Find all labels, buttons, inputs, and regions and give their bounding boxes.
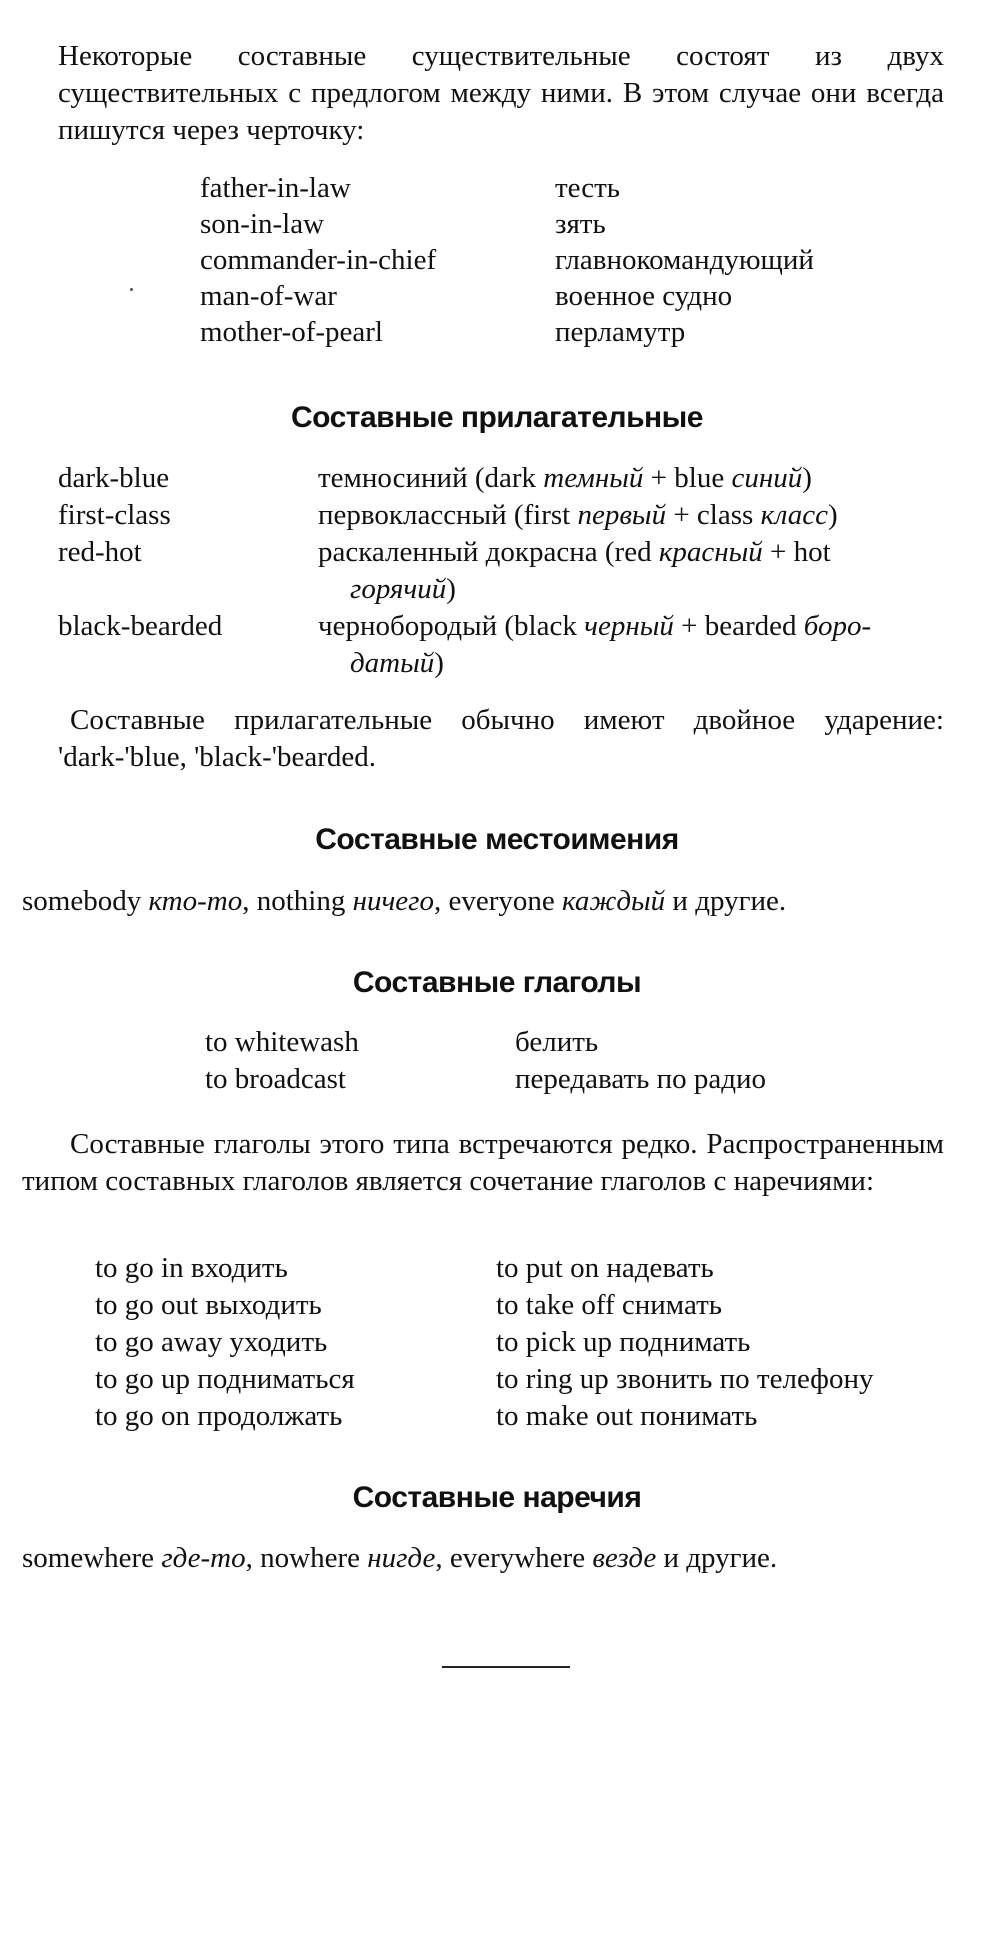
def-text: чернобородый (black — [318, 610, 585, 642]
list-item: to go up подниматься — [95, 1363, 355, 1395]
example-text: , everywhere — [435, 1542, 593, 1574]
term-en: to broadcast — [205, 1063, 346, 1095]
term-definition — [318, 534, 994, 608]
def-italic: датый — [350, 647, 435, 679]
term-ru: белить — [515, 1026, 599, 1058]
term-en: commander-in-chief — [200, 244, 437, 276]
def-italic: горячий — [350, 573, 447, 605]
term-en: red-hot — [58, 536, 142, 568]
term-ru: передавать по радио — [515, 1063, 767, 1095]
example-text: , nothing — [242, 885, 353, 917]
def-italic: черный — [584, 610, 674, 642]
def-text: раскаленный докрасна (red — [318, 536, 659, 568]
adjective-stress-note: Составные прилагательные обычно имеют двойное ударение: — [70, 704, 944, 736]
stress-examples: 'dark-'blue, 'black-'bearded. — [58, 741, 376, 773]
list-item: to go away уходить — [95, 1326, 328, 1358]
section-heading-pronouns: Составные местоимения — [315, 823, 679, 856]
def-italic: темный — [543, 462, 644, 494]
example-translation: ничего — [352, 885, 434, 917]
def-text: ) — [434, 647, 444, 679]
verb-note-paragraph: Составные глаголы этого типа встречаются редко. Распространенным типом составных глаголов является сочетание глаголов с наречиями: — [22, 1128, 944, 1197]
example-text: и другие. — [656, 1542, 778, 1574]
example-translation: нигде — [367, 1542, 436, 1574]
section-heading-verbs: Составные глаголы — [352, 966, 642, 999]
def-italic: класс — [760, 499, 828, 531]
def-continuation — [318, 571, 994, 608]
def-text: + blue — [643, 462, 732, 494]
term-definition — [318, 460, 994, 497]
example-translation: каждый — [562, 885, 666, 917]
def-italic: красный — [658, 536, 763, 568]
term-en: first-class — [58, 499, 171, 531]
def-italic: боро- — [803, 610, 872, 642]
pronoun-examples — [22, 883, 786, 920]
term-ru: перламутр — [555, 316, 686, 348]
section-heading-adjectives: Составные прилагательные — [291, 401, 703, 434]
example-translation: где-то — [161, 1542, 246, 1574]
list-item: to make out понимать — [496, 1400, 758, 1432]
term-definition — [318, 608, 994, 682]
example-text: и другие. — [665, 885, 787, 917]
term-en: to whitewash — [205, 1026, 359, 1058]
term-en: mother-of-pearl — [200, 316, 383, 348]
def-text: + bearded — [673, 610, 804, 642]
term-ru: зять — [555, 208, 606, 240]
def-italic: первый — [577, 499, 667, 531]
list-item: to take off снимать — [496, 1289, 722, 1321]
example-text: somebody — [22, 885, 149, 917]
list-item: to put on надевать — [496, 1252, 714, 1284]
example-text: , nowhere — [245, 1542, 368, 1574]
example-translation: везде — [592, 1542, 657, 1574]
list-item: to go on продолжать — [95, 1400, 343, 1432]
term-en: father-in-law — [200, 172, 351, 204]
term-ru: военное судно — [555, 280, 733, 312]
def-text: ) — [446, 573, 456, 605]
term-en: black-bearded — [58, 610, 223, 642]
example-text: somewhere — [22, 1542, 162, 1574]
list-item: to go in входить — [95, 1252, 288, 1284]
print-speck — [130, 288, 133, 291]
term-en: son-in-law — [200, 208, 325, 240]
def-text: ) — [802, 462, 812, 494]
list-item: to pick up поднимать — [496, 1326, 751, 1358]
def-text: первоклассный (first — [318, 499, 578, 531]
intro-paragraph: Некоторые составные существительные состоят из двух существительных с предлогом между ними. В этом случае они всегда пишутся через черточку: — [58, 40, 944, 146]
def-text: + class — [666, 499, 761, 531]
adverb-examples — [22, 1540, 777, 1577]
def-text: ) — [827, 499, 838, 531]
def-italic: синий — [731, 462, 803, 494]
def-text: темносиний (dark — [318, 462, 544, 494]
section-end-rule — [442, 1666, 570, 1668]
term-ru: главнокомандующий — [555, 244, 814, 276]
list-item: to ring up звонить по телефону — [496, 1363, 874, 1395]
term-en: man-of-war — [200, 280, 337, 312]
term-definition — [318, 497, 994, 534]
def-continuation — [318, 645, 994, 682]
list-item: to go out выходить — [95, 1289, 322, 1321]
example-translation: кто-то — [148, 885, 243, 917]
term-ru: тесть — [555, 172, 621, 204]
example-text: , everyone — [434, 885, 563, 917]
section-heading-adverbs: Составные наречия — [352, 1481, 642, 1514]
term-en: dark-blue — [58, 462, 170, 494]
def-text: + hot — [762, 536, 831, 568]
